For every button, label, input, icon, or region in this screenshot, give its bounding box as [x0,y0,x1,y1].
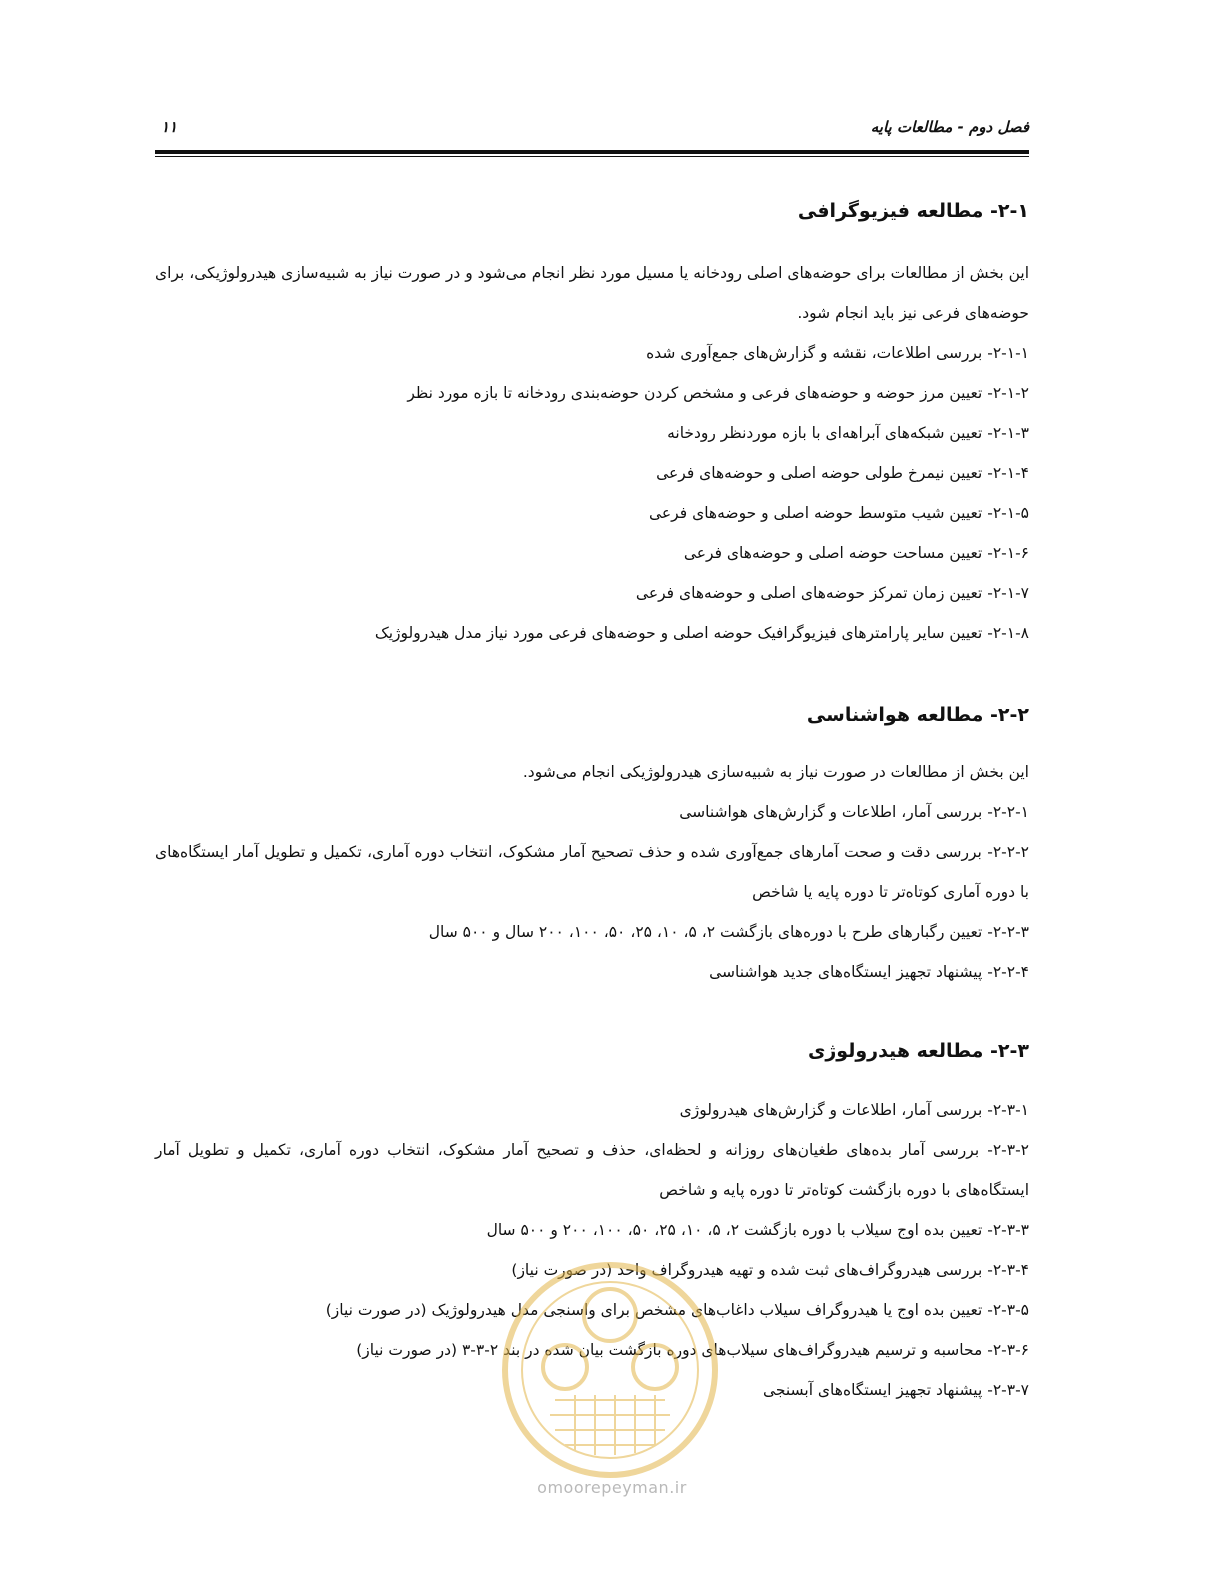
section-intro: این بخش از مطالعات در صورت نیاز به شبیه‌سازی هیدرولوژیکی انجام می‌شود. [522,763,1029,781]
chapter-title: فصل دوم - مطالعات پایه [870,118,1029,136]
watermark-seal-icon [495,1255,725,1485]
section-physiography-body [155,253,1029,653]
list-item: ۲-۳-۲- بررسی آمار بده‌های طغیان‌های روزانه و لحظه‌ای، حذف و تصحیح آمار مشکوک، انتخاب دوره آماری، تکمیل و تطویل آمار ایستگاه‌های با دوره بازگشت کوتاه‌تر تا دوره پایه و شاخص [155,1141,1029,1199]
list-item: ۲-۲-۱- بررسی آمار، اطلاعات و گزارش‌های هواشناسی [679,803,1029,821]
list-item: ۲-۱-۷- تعیین زمان تمرکز حوضه‌های اصلی و حوضه‌های فرعی [635,584,1029,602]
list-item: ۲-۳-۵- تعیین بده اوج یا هیدروگراف سیلاب داغاب‌های مشخص برای واسنجی مدل هیدرولوژیک (در صورت نیاز) [325,1301,1029,1319]
section-hydrology [155,1040,1029,1062]
list-item: ۲-۳-۶- محاسبه و ترسیم هیدروگراف‌های سیلاب‌های دوره بازگشت بیان شده در بند ۲-۳-۳ (در صورت نیاز) [356,1341,1029,1359]
page-header [155,118,1029,158]
section-meteorology [155,704,1029,726]
list-item: ۲-۲-۴- پیشنهاد تجهیز ایستگاه‌های جدید هواشناسی [709,963,1029,981]
list-item: ۲-۳-۱- بررسی آمار، اطلاعات و گزارش‌های هیدرولوژی [679,1101,1029,1119]
section-meteorology-body [155,752,1029,992]
section-title: ۲-۳- مطالعه هیدرولوژی [807,1040,1029,1062]
page-number: ۱۱ [161,118,178,136]
section-title: ۲-۱- مطالعه فیزیوگرافی [797,200,1029,222]
list-item: ۲-۳-۴- بررسی هیدروگراف‌های ثبت شده و تهیه هیدروگراف واحد (در صورت نیاز) [511,1261,1029,1279]
list-item: ۲-۳-۳- تعیین بده اوج سیلاب با دوره بازگشت ۲، ۵، ۱۰، ۲۵، ۵۰، ۱۰۰، ۲۰۰ و ۵۰۰ سال [486,1221,1029,1239]
list-item: ۲-۱-۸- تعیین سایر پارامترهای فیزیوگرافیک حوضه اصلی و حوضه‌های فرعی مورد نیاز مدل هیدرولوژیک [374,624,1029,642]
section-intro: این بخش از مطالعات برای حوضه‌های اصلی رودخانه یا مسیل مورد نظر انجام می‌شود و در صورت نیاز به شبیه‌سازی هیدرولوژیکی، برای حوضه‌های فرعی نیز باید انجام شود. [155,264,1029,322]
list-item: ۲-۱-۱- بررسی اطلاعات، نقشه و گزارش‌های جمع‌آوری شده [646,344,1029,362]
header-rule-thin [155,156,1029,157]
list-item: ۲-۱-۳- تعیین شبکه‌های آبراهه‌ای با بازه موردنظر رودخانه [667,424,1029,442]
section-physiography [155,200,1029,222]
list-item: ۲-۳-۷- پیشنهاد تجهیز ایستگاه‌های آبسنجی [762,1381,1029,1399]
section-title: ۲-۲- مطالعه هواشناسی [806,704,1029,726]
list-item: ۲-۲-۲- بررسی دقت و صحت آمارهای جمع‌آوری شده و حذف تصحیح آمار مشکوک، انتخاب دوره آماری، تکمیل و تطویل آمار ایستگاه‌های با دوره آماری کوتاه‌تر تا دوره پایه یا شاخص [155,843,1029,901]
list-item: ۲-۲-۳- تعیین رگبارهای طرح با دوره‌های بازگشت ۲، ۵، ۱۰، ۲۵، ۵۰، ۱۰۰، ۲۰۰ سال و ۵۰۰ سال [428,923,1029,941]
list-item: ۲-۱-۶- تعیین مساحت حوضه اصلی و حوضه‌های فرعی [683,544,1029,562]
watermark-site: omoorepeyman.ir [537,1478,687,1497]
list-item: ۲-۱-۴- تعیین نیمرخ طولی حوضه اصلی و حوضه‌های فرعی [656,464,1029,482]
header-rule [155,150,1029,154]
list-item: ۲-۱-۵- تعیین شیب متوسط حوضه اصلی و حوضه‌های فرعی [649,504,1029,522]
list-item: ۲-۱-۲- تعیین مرز حوضه و حوضه‌های فرعی و مشخص کردن حوضه‌بندی رودخانه تا بازه مورد نظر [407,384,1029,402]
